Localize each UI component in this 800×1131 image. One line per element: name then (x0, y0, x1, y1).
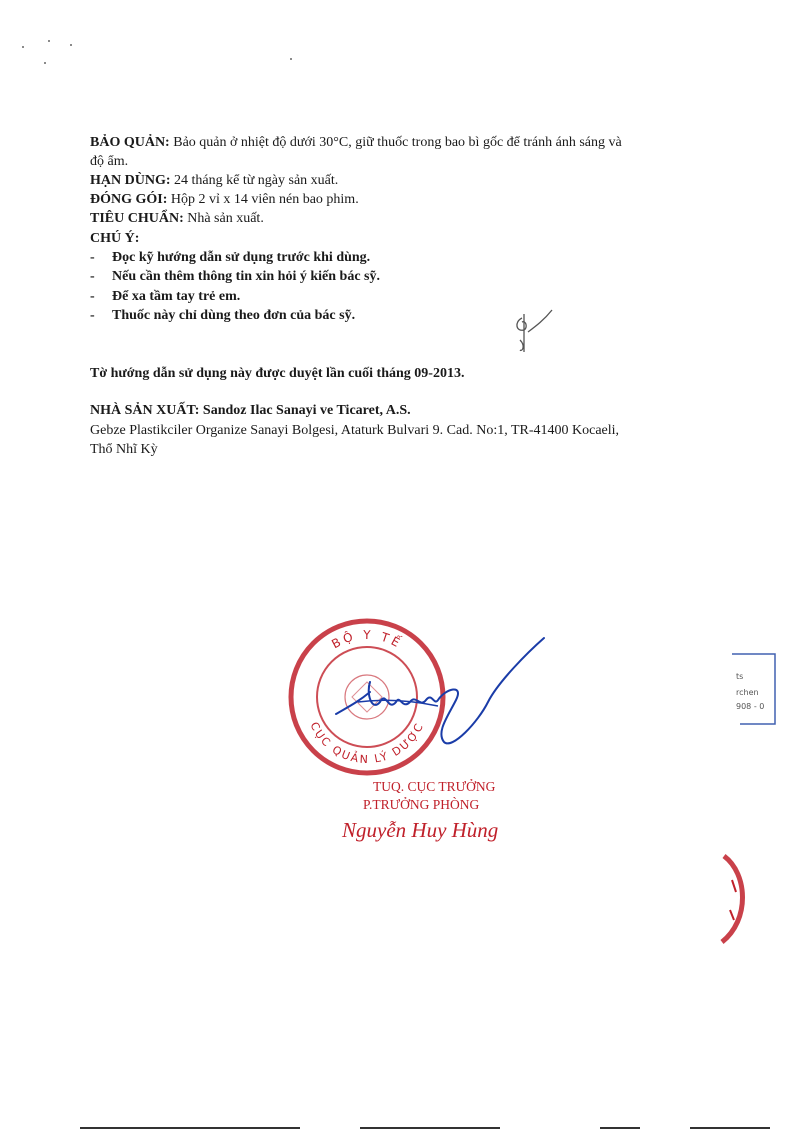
note-dash: - (90, 250, 95, 265)
stamp-ring-top: BỘ Y TẾ (329, 627, 405, 652)
storage-line (90, 134, 622, 152)
stamp-title-1: TUQ. CỤC TRƯỞNG (373, 779, 496, 794)
storage-label: BẢO QUẢN: (90, 135, 170, 150)
expiry-text: 24 tháng kể từ ngày sản xuất. (174, 173, 339, 188)
note-item (90, 249, 370, 267)
scan-speck (48, 40, 50, 42)
scan-speck (70, 44, 72, 46)
edge-box-text-3: 908 - 0 (736, 702, 765, 711)
note-item (90, 288, 240, 306)
standard-text: Nhà sản xuất. (187, 211, 264, 226)
approval-note: Tờ hướng dẫn sử dụng này được duyệt lần cuối tháng 09-2013. (90, 366, 465, 381)
edge-box-text-1: ts (736, 672, 744, 681)
packaging-label: ĐÓNG GÓI: (90, 192, 168, 207)
manufacturer-name: Sandoz Ilac Sanayi ve Ticaret, A.S. (202, 403, 411, 418)
packaging-line (90, 191, 359, 209)
expiry-label: HẠN DÙNG: (90, 173, 171, 188)
packaging-text: Hộp 2 vỉ x 14 viên nén bao phim. (170, 192, 359, 207)
manufacturer-address: Gebze Plastikciler Organize Sanayi Bolgesi, Ataturk Bulvari 9. Cad. No:1, TR-41400 Kocaeli, (90, 423, 620, 438)
scan-speck (290, 58, 292, 60)
note-dash: - (90, 289, 95, 304)
standard-label: TIÊU CHUẨN: (90, 211, 184, 226)
scan-edge-marks (0, 1120, 800, 1131)
note-text: Đọc kỹ hướng dẫn sử dụng trước khi dùng. (112, 250, 371, 265)
notes-heading: CHÚ Ý: (90, 231, 140, 246)
note-text: Nếu cần thêm thông tin xin hỏi ý kiến bác sỹ. (112, 269, 380, 284)
stamp-title-2: P.TRƯỞNG PHÒNG (363, 797, 480, 812)
manufacturer-line (90, 402, 411, 420)
storage-text: Bảo quản ở nhiệt độ dưới 30°C, giữ thuốc trong bao bì gốc để tránh ánh sáng và (173, 135, 622, 150)
note-item (90, 307, 355, 325)
note-text: Thuốc này chỉ dùng theo đơn của bác sỹ. (112, 308, 356, 323)
storage-text-cont: độ ẩm. (90, 154, 129, 169)
initials-signature (510, 300, 560, 360)
edge-box-text-2: rchen (736, 688, 759, 697)
expiry-line (90, 172, 338, 190)
note-text: Để xa tầm tay trẻ em. (112, 289, 241, 304)
stamp-ring-bottom: CỤC QUẢN LÝ DƯỢC (307, 720, 427, 767)
partial-stamp-edge (708, 850, 758, 950)
note-dash: - (90, 308, 95, 323)
standard-line (90, 210, 264, 228)
manufacturer-label: NHÀ SẢN XUẤT: (90, 403, 200, 418)
scan-speck (44, 62, 46, 64)
note-dash: - (90, 269, 95, 284)
scan-speck (22, 46, 24, 48)
manufacturer-address-cont: Thổ Nhĩ Kỳ (90, 442, 158, 457)
director-signature (328, 632, 553, 752)
signatory-name: Nguyễn Huy Hùng (342, 818, 499, 842)
note-item (90, 268, 380, 286)
